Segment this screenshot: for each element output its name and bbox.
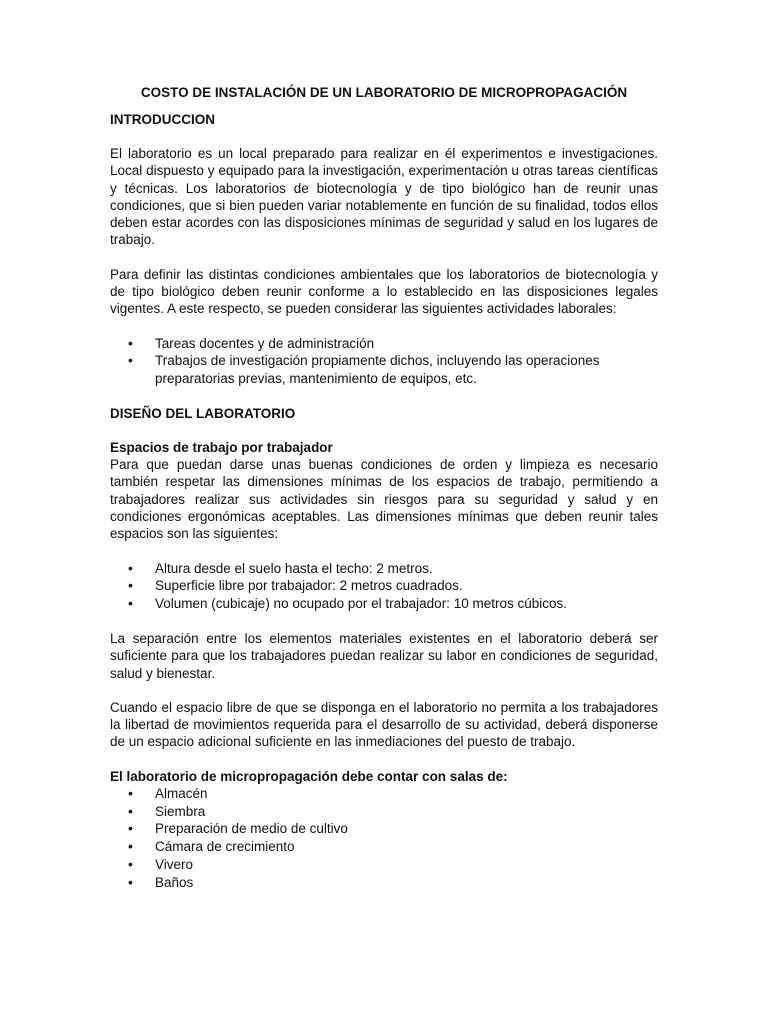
spacer <box>110 318 658 335</box>
intro-paragraph-2: Para definir las distintas condiciones ambientales que los laboratorios de biotecnología y de tipo biológico deben reunir conforme a lo establecido en las disposiciones legales vigentes. A este respecto, se pueden considerar las siguientes actividades laborales: <box>110 266 658 317</box>
activities-list <box>110 335 658 388</box>
spacer <box>110 543 658 560</box>
page-title: COSTO DE INSTALACIÓN DE UN LABORATORIO DE MICROPROPAGACIÓN <box>140 85 628 100</box>
free-space-paragraph: Cuando el espacio libre de que se disponga en el laboratorio no permita a los trabajadores la libertad de movimientos requerida para el desarrollo de su actividad, deberá disponerse de un espacio adicional suficiente en las inmediaciones del puesto de trabajo. <box>110 699 658 750</box>
spacer <box>110 249 658 266</box>
intro-heading: INTRODUCCION <box>110 112 215 127</box>
list-item: • Superficie libre por trabajador: 2 metros cuadrados. <box>110 577 658 595</box>
list-item: • Siembra <box>110 803 658 821</box>
list-item: • Baños <box>110 874 658 892</box>
spacer <box>110 613 658 630</box>
spacer <box>110 388 658 405</box>
spaces-heading: Espacios de trabajo por trabajador <box>110 440 333 456</box>
spacer <box>110 422 658 439</box>
separation-paragraph: La separación entre los elementos materiales existentes en el laboratorio deberá ser suficiente para que los trabajadores puedan realizar su labor en condiciones de seguridad, salud y bienestar. <box>110 630 658 681</box>
list-item: • Tareas docentes y de administración <box>110 335 658 353</box>
design-heading: DISEÑO DEL LABORATORIO <box>110 406 296 422</box>
spacer <box>110 751 658 768</box>
list-item: • Almacén <box>110 785 658 803</box>
list-item: • Preparación de medio de cultivo <box>110 820 658 838</box>
list-item: • Vivero <box>110 856 658 874</box>
dimensions-list <box>110 560 658 613</box>
list-item: • Cámara de crecimiento <box>110 838 658 856</box>
list-item: • Volumen (cubicaje) no ocupado por el trabajador: 10 metros cúbicos. <box>110 595 658 613</box>
list-item: • Altura desde el suelo hasta el techo: 2 metros. <box>110 560 658 578</box>
spacer <box>110 128 658 145</box>
spaces-paragraph: Para que puedan darse unas buenas condiciones de orden y limpieza es necesario también respetar las dimensiones mínimas de los espacios de trabajo, permitiendo a trabajadores realizar sus actividades sin riesgos para su seguridad y salud y en condiciones ergonómicas aceptables. Las dimensiones mínimas que deben reunir tales espacios son las siguientes: <box>110 457 658 542</box>
list-item: • Trabajos de investigación propiamente dichos, incluyendo las operaciones preparatorias previas, mantenimiento de equipos, etc. <box>110 352 658 388</box>
rooms-heading: El laboratorio de micropropagación debe contar con salas de: <box>110 768 508 784</box>
rooms-list <box>110 785 658 892</box>
spacer <box>110 682 658 699</box>
intro-paragraph-1: El laboratorio es un local preparado para realizar en él experimentos e investigaciones. Local dispuesto y equipado para la investigación, experimentación u otras tareas científicas y técnicas. Los laboratorios de biotecnología y de tipo biológico han de reunir unas condiciones, que si bien pueden variar notablemente en función de su finalidad, todos ellos deben estar acordes con las disposiciones mínimas de seguridad y salud en los lugares de trabajo. <box>110 146 658 248</box>
